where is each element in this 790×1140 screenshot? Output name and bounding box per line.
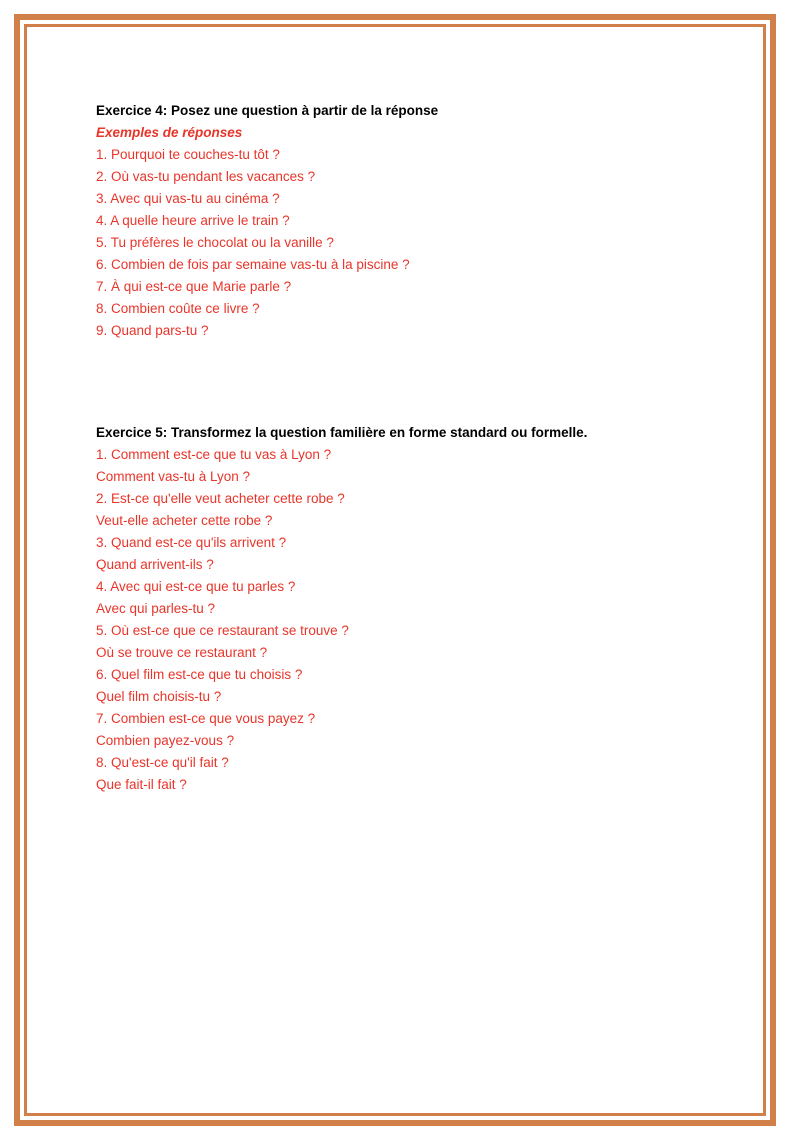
- answer-line: 1. Pourquoi te couches-tu tôt ?: [96, 147, 280, 162]
- answer-line: 4. A quelle heure arrive le train ?: [96, 213, 290, 228]
- answer-line: 7. Combien est-ce que vous payez ?: [96, 711, 316, 726]
- answer-line: Avec qui parles-tu ?: [96, 601, 216, 616]
- answer-line: 5. Où est-ce que ce restaurant se trouve ?: [96, 623, 349, 638]
- answer-line: Où se trouve ce restaurant ?: [96, 645, 268, 660]
- answer-line: Quand arrivent-ils ?: [96, 557, 214, 572]
- answer-line: 8. Combien coûte ce livre ?: [96, 301, 260, 316]
- answer-line: Combien payez-vous ?: [96, 733, 235, 748]
- answer-line: 5. Tu préfères le chocolat ou la vanille ?: [96, 235, 334, 250]
- answer-line: 7. À qui est-ce que Marie parle ?: [96, 279, 292, 294]
- answer-line: 8. Qu'est-ce qu'il fait ?: [96, 755, 229, 770]
- answer-line: 3. Quand est-ce qu'ils arrivent ?: [96, 535, 287, 550]
- exercise-5-section: [96, 422, 730, 796]
- exercise-4-section: [96, 100, 730, 342]
- answer-line: 1. Comment est-ce que tu vas à Lyon ?: [96, 447, 332, 462]
- answer-line: Comment vas-tu à Lyon ?: [96, 469, 251, 484]
- answer-line: Quel film choisis-tu ?: [96, 689, 222, 704]
- document-content: [96, 100, 730, 796]
- exercise-5-heading: Exercice 5: Transformez la question familière en forme standard ou formelle.: [96, 425, 588, 440]
- answer-line: Veut-elle acheter cette robe ?: [96, 513, 273, 528]
- answer-line: 6. Quel film est-ce que tu choisis ?: [96, 667, 303, 682]
- exercise-4-heading: Exercice 4: Posez une question à partir de la réponse: [96, 103, 439, 118]
- answer-line: 3. Avec qui vas-tu au cinéma ?: [96, 191, 280, 206]
- answer-line: 9. Quand pars-tu ?: [96, 323, 209, 338]
- answer-line: 4. Avec qui est-ce que tu parles ?: [96, 579, 296, 594]
- answer-line: 2. Où vas-tu pendant les vacances ?: [96, 169, 316, 184]
- answer-line: 2. Est-ce qu'elle veut acheter cette robe ?: [96, 491, 345, 506]
- answer-line: Que fait-il fait ?: [96, 777, 187, 792]
- answer-line: 6. Combien de fois par semaine vas-tu à la piscine ?: [96, 257, 410, 272]
- exercise-4-subheading: Exemples de réponses: [96, 125, 243, 140]
